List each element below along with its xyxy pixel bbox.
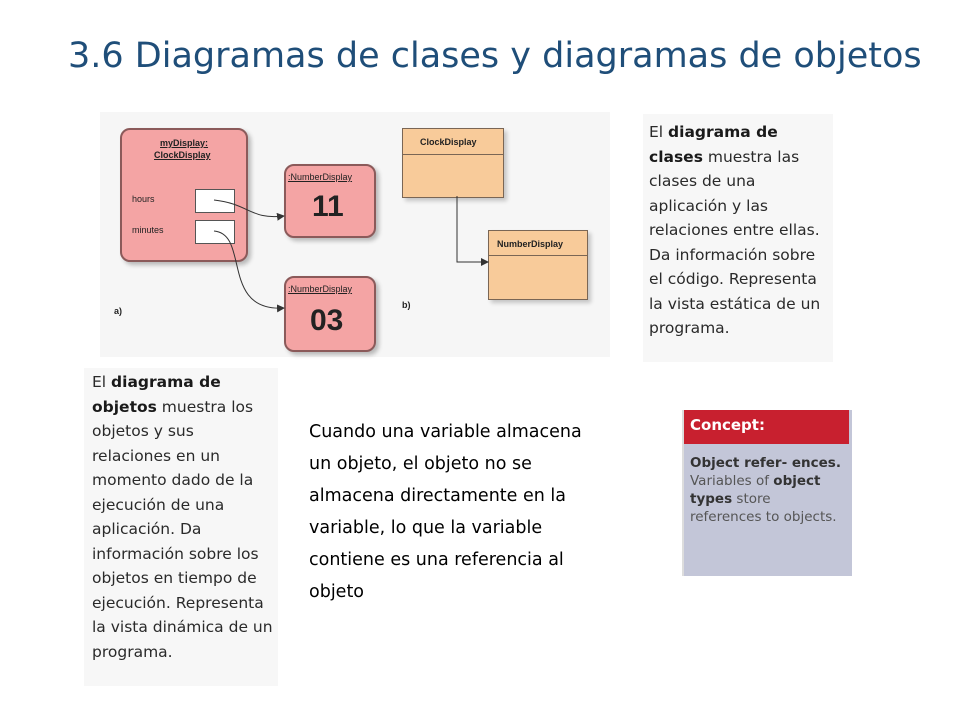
concept-title: Concept: xyxy=(690,416,765,434)
field-label-minutes: minutes xyxy=(132,225,164,235)
concept-header xyxy=(684,410,849,444)
object-text-start: El xyxy=(92,373,107,391)
field-label-hours: hours xyxy=(132,194,155,204)
numberdisplay-value-1: 11 xyxy=(312,190,344,223)
object-description-text xyxy=(92,370,276,664)
class-diagram-description xyxy=(643,114,833,362)
caption-b: b) xyxy=(402,300,411,310)
concept-tail: store references to objects. xyxy=(690,491,837,525)
slide-title: 3.6 Diagramas de clases y diagramas de objetos xyxy=(68,36,922,76)
concept-mid: Variables of xyxy=(690,473,769,489)
class-description-text xyxy=(649,120,829,341)
caption-a: a) xyxy=(114,306,123,316)
class-text-rest: muestra las clases de una aplicación y las relaciones entre ellas. Da información sobre el código. Representa la vista estática de un programa. xyxy=(649,147,821,337)
center-text: Cuando una variable almacena un objeto, el objeto no se almacena directamente en la variable, lo que la variable contiene es una referencia al objeto xyxy=(309,422,582,602)
concept-bold-1: Object refer- ences. xyxy=(690,455,841,471)
numberdisplay-value-2: 03 xyxy=(310,304,344,337)
class-name-clockdisplay: ClockDisplay xyxy=(420,137,477,147)
concept-body xyxy=(690,454,845,526)
class-name-numberdisplay: NumberDisplay xyxy=(497,239,564,249)
object-name-label: myDisplay: xyxy=(160,138,209,148)
concept-bold-2: object types xyxy=(690,473,821,507)
numberdisplay-label-2: :NumberDisplay xyxy=(288,284,353,294)
uml-diagram-figure xyxy=(100,112,610,357)
class-text-bold: diagrama de clases xyxy=(649,123,778,166)
object-text-bold: diagrama de objetos xyxy=(92,373,221,416)
class-text-start: El xyxy=(649,123,664,141)
object-text-rest: muestra los objetos y sus relaciones en un momento dado de la ejecución de una aplicación. Da información sobre los objetos en tiempo de ejecución. Representa la vista dinámica de un programa. xyxy=(92,397,273,661)
object-type-label: ClockDisplay xyxy=(154,150,211,160)
numberdisplay-label-1: :NumberDisplay xyxy=(288,172,353,182)
object-diagram-description xyxy=(84,368,278,686)
diagram-connectors xyxy=(100,112,610,357)
concept-box xyxy=(682,410,852,576)
